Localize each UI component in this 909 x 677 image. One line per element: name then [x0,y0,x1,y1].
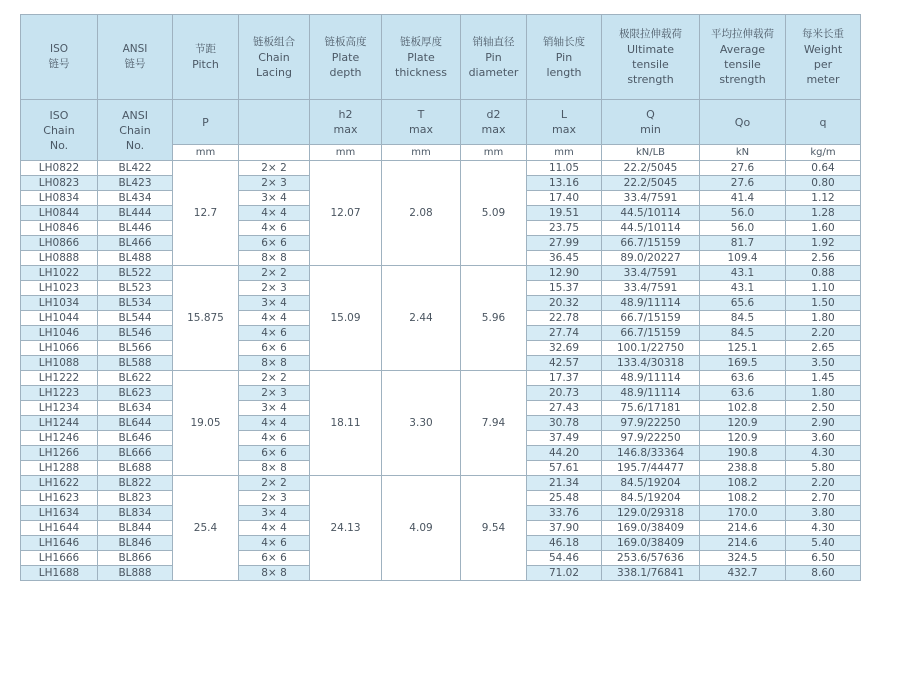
ultimate-tensile-strength: 33.4/7591 [602,281,700,296]
weight-per-meter: 2.50 [786,401,861,416]
chain-lacing: 4× 6 [239,536,310,551]
column-header-en: Pitch [192,58,219,71]
column-unit: kg/m [786,145,861,161]
column-header [527,15,602,100]
column-header-en: Plate depth [329,50,362,79]
chain-lacing: 2× 2 [239,266,310,281]
column-unit: mm [173,145,239,161]
pitch-value: 12.7 [173,161,239,266]
chain-lacing: 8× 8 [239,356,310,371]
column-header-en: Weight per meter [803,43,843,86]
ansi-chain-no: BL422 [98,161,173,176]
column-header [173,15,239,100]
column-header [21,15,98,100]
average-tensile-strength: 324.5 [700,551,786,566]
ansi-chain-no: BL666 [98,446,173,461]
pin-length: 13.16 [527,176,602,191]
weight-per-meter: 1.12 [786,191,861,206]
column-symbol: L max [527,100,602,145]
pin-diameter-value: 9.54 [461,476,527,581]
ansi-chain-no: BL844 [98,521,173,536]
chain-lacing: 4× 6 [239,326,310,341]
iso-chain-no: LH1046 [21,326,98,341]
weight-per-meter: 2.65 [786,341,861,356]
average-tensile-strength: 84.5 [700,326,786,341]
column-header [461,15,527,100]
average-tensile-strength: 84.5 [700,311,786,326]
plate-thickness-value: 2.44 [382,266,461,371]
iso-chain-no: LH0823 [21,176,98,191]
column-header-en: Average tensile strength [719,43,766,86]
chain-lacing: 8× 8 [239,461,310,476]
ansi-chain-no: BL534 [98,296,173,311]
iso-chain-no: LH1023 [21,281,98,296]
pin-length: 17.40 [527,191,602,206]
column-header [602,15,700,100]
average-tensile-strength: 65.6 [700,296,786,311]
column-header-en: Plate thickness [395,50,447,79]
plate-thickness-value: 3.30 [382,371,461,476]
chain-lacing: 6× 6 [239,236,310,251]
plate-depth-value: 12.07 [310,161,382,266]
ultimate-tensile-strength: 97.9/22250 [602,416,700,431]
iso-chain-no: LH1034 [21,296,98,311]
table-row [21,476,861,491]
average-tensile-strength: 43.1 [700,266,786,281]
pin-length: 37.90 [527,521,602,536]
iso-chain-no: LH1623 [21,491,98,506]
average-tensile-strength: 214.6 [700,536,786,551]
average-tensile-strength: 190.8 [700,446,786,461]
pin-length: 44.20 [527,446,602,461]
ansi-chain-no: BL546 [98,326,173,341]
column-unit: mm [461,145,527,161]
table-body [21,161,861,581]
pin-length: 12.90 [527,266,602,281]
ansi-chain-no: BL822 [98,476,173,491]
chain-lacing: 8× 8 [239,251,310,266]
ansi-chain-no: BL623 [98,386,173,401]
column-header [310,15,382,100]
pin-length: 15.37 [527,281,602,296]
weight-per-meter: 1.92 [786,236,861,251]
average-tensile-strength: 214.6 [700,521,786,536]
iso-chain-no: LH1634 [21,506,98,521]
weight-per-meter: 1.45 [786,371,861,386]
iso-chain-no: LH1288 [21,461,98,476]
chain-lacing: 4× 6 [239,221,310,236]
ultimate-tensile-strength: 84.5/19204 [602,476,700,491]
pin-length: 23.75 [527,221,602,236]
pin-length: 22.78 [527,311,602,326]
column-header [98,15,173,100]
chain-lacing: 4× 4 [239,311,310,326]
pin-length: 71.02 [527,566,602,581]
ultimate-tensile-strength: 97.9/22250 [602,431,700,446]
ultimate-tensile-strength: 48.9/11114 [602,296,700,311]
ultimate-tensile-strength: 22.2/5045 [602,176,700,191]
iso-chain-no: LH1022 [21,266,98,281]
column-unit [239,145,310,161]
average-tensile-strength: 63.6 [700,386,786,401]
ultimate-tensile-strength: 48.9/11114 [602,386,700,401]
column-symbol: d2 max [461,100,527,145]
iso-chain-no: LH1246 [21,431,98,446]
column-symbol [239,100,310,145]
pin-diameter-value: 5.09 [461,161,527,266]
iso-chain-no: LH1044 [21,311,98,326]
weight-per-meter: 2.20 [786,476,861,491]
chain-lacing: 4× 4 [239,206,310,221]
ansi-chain-no: BL423 [98,176,173,191]
ultimate-tensile-strength: 195.7/44477 [602,461,700,476]
weight-per-meter: 0.80 [786,176,861,191]
chain-lacing: 6× 6 [239,446,310,461]
column-symbol: h2 max [310,100,382,145]
iso-chain-no: LH1234 [21,401,98,416]
average-tensile-strength: 27.6 [700,176,786,191]
header-row-symbols [21,100,861,145]
weight-per-meter: 1.10 [786,281,861,296]
plate-depth-value: 15.09 [310,266,382,371]
average-tensile-strength: 63.6 [700,371,786,386]
weight-per-meter: 2.70 [786,491,861,506]
weight-per-meter: 5.40 [786,536,861,551]
ansi-chain-no: BL446 [98,221,173,236]
pin-diameter-value: 7.94 [461,371,527,476]
weight-per-meter: 3.80 [786,506,861,521]
chain-lacing: 2× 2 [239,161,310,176]
column-header-zh: 链板厚度 [400,35,442,48]
column-header-zh: 节距 [195,43,216,55]
average-tensile-strength: 102.8 [700,401,786,416]
ultimate-tensile-strength: 66.7/15159 [602,236,700,251]
ultimate-tensile-strength: 75.6/17181 [602,401,700,416]
average-tensile-strength: 120.9 [700,431,786,446]
ultimate-tensile-strength: 66.7/15159 [602,326,700,341]
pin-length: 25.48 [527,491,602,506]
pitch-value: 19.05 [173,371,239,476]
ansi-chain-no: BL644 [98,416,173,431]
column-header-zh: ANSI 链号 [122,43,148,70]
pin-diameter-value: 5.96 [461,266,527,371]
average-tensile-strength: 43.1 [700,281,786,296]
ansi-chain-no: BL846 [98,536,173,551]
column-symbol: ANSI Chain No. [98,100,173,161]
column-header [786,15,861,100]
weight-per-meter: 2.90 [786,416,861,431]
pin-length: 57.61 [527,461,602,476]
ansi-chain-no: BL544 [98,311,173,326]
ultimate-tensile-strength: 129.0/29318 [602,506,700,521]
iso-chain-no: LH1688 [21,566,98,581]
column-header-zh: ISO 链号 [48,43,70,70]
chain-lacing: 4× 6 [239,431,310,446]
table-row [21,161,861,176]
column-unit: mm [527,145,602,161]
ansi-chain-no: BL622 [98,371,173,386]
average-tensile-strength: 432.7 [700,566,786,581]
ultimate-tensile-strength: 338.1/76841 [602,566,700,581]
pitch-value: 15.875 [173,266,239,371]
weight-per-meter: 2.20 [786,326,861,341]
average-tensile-strength: 56.0 [700,221,786,236]
ansi-chain-no: BL646 [98,431,173,446]
ansi-chain-no: BL634 [98,401,173,416]
ansi-chain-no: BL688 [98,461,173,476]
pin-length: 46.18 [527,536,602,551]
chain-lacing: 6× 6 [239,551,310,566]
column-symbol: q [786,100,861,145]
chain-lacing: 3× 4 [239,296,310,311]
chain-lacing: 2× 3 [239,281,310,296]
weight-per-meter: 1.80 [786,311,861,326]
weight-per-meter: 0.88 [786,266,861,281]
column-symbol: Q min [602,100,700,145]
column-symbol: T max [382,100,461,145]
ansi-chain-no: BL866 [98,551,173,566]
ansi-chain-no: BL523 [98,281,173,296]
chain-spec-table [20,14,861,581]
chain-spec-table-container [20,14,860,581]
column-header [239,15,310,100]
column-unit: kN [700,145,786,161]
average-tensile-strength: 108.2 [700,491,786,506]
pin-length: 20.73 [527,386,602,401]
weight-per-meter: 3.50 [786,356,861,371]
iso-chain-no: LH1223 [21,386,98,401]
pin-length: 36.45 [527,251,602,266]
weight-per-meter: 0.64 [786,161,861,176]
chain-lacing: 4× 4 [239,416,310,431]
weight-per-meter: 3.60 [786,431,861,446]
ultimate-tensile-strength: 169.0/38409 [602,521,700,536]
ansi-chain-no: BL434 [98,191,173,206]
chain-lacing: 2× 2 [239,476,310,491]
average-tensile-strength: 27.6 [700,161,786,176]
pin-length: 42.57 [527,356,602,371]
ansi-chain-no: BL444 [98,206,173,221]
iso-chain-no: LH1644 [21,521,98,536]
ansi-chain-no: BL566 [98,341,173,356]
ansi-chain-no: BL522 [98,266,173,281]
iso-chain-no: LH0846 [21,221,98,236]
plate-depth-value: 18.11 [310,371,382,476]
column-header-en: Ultimate tensile strength [626,43,674,86]
ultimate-tensile-strength: 169.0/38409 [602,536,700,551]
average-tensile-strength: 125.1 [700,341,786,356]
chain-lacing: 3× 4 [239,191,310,206]
pin-length: 27.99 [527,236,602,251]
weight-per-meter: 1.50 [786,296,861,311]
column-header-zh: 极限拉伸载荷 [619,28,682,40]
ansi-chain-no: BL488 [98,251,173,266]
weight-per-meter: 5.80 [786,461,861,476]
pin-length: 27.74 [527,326,602,341]
iso-chain-no: LH0822 [21,161,98,176]
chain-lacing: 2× 3 [239,176,310,191]
ultimate-tensile-strength: 48.9/11114 [602,371,700,386]
iso-chain-no: LH0888 [21,251,98,266]
column-unit: kN/LB [602,145,700,161]
column-header-zh: 平均拉伸载荷 [711,28,774,40]
average-tensile-strength: 109.4 [700,251,786,266]
chain-lacing: 2× 3 [239,386,310,401]
plate-thickness-value: 2.08 [382,161,461,266]
column-symbol: P [173,100,239,145]
plate-thickness-value: 4.09 [382,476,461,581]
column-symbol: ISO Chain No. [21,100,98,161]
average-tensile-strength: 120.9 [700,416,786,431]
chain-lacing: 3× 4 [239,506,310,521]
ultimate-tensile-strength: 133.4/30318 [602,356,700,371]
header-row-names [21,15,861,100]
iso-chain-no: LH1066 [21,341,98,356]
average-tensile-strength: 81.7 [700,236,786,251]
chain-lacing: 2× 3 [239,491,310,506]
weight-per-meter: 1.60 [786,221,861,236]
column-header-zh: 销轴长度 [543,35,585,48]
column-header-en: Pin diameter [468,50,519,79]
weight-per-meter: 4.30 [786,446,861,461]
ultimate-tensile-strength: 33.4/7591 [602,266,700,281]
column-header-zh: 链板组合 [253,35,295,48]
table-row [21,371,861,386]
ultimate-tensile-strength: 44.5/10114 [602,206,700,221]
column-header-en: Pin length [546,50,582,79]
ultimate-tensile-strength: 84.5/19204 [602,491,700,506]
iso-chain-no: LH1646 [21,536,98,551]
weight-per-meter: 2.56 [786,251,861,266]
ultimate-tensile-strength: 44.5/10114 [602,221,700,236]
iso-chain-no: LH0834 [21,191,98,206]
ansi-chain-no: BL823 [98,491,173,506]
column-symbol: Qo [700,100,786,145]
average-tensile-strength: 108.2 [700,476,786,491]
ultimate-tensile-strength: 146.8/33364 [602,446,700,461]
iso-chain-no: LH1244 [21,416,98,431]
ansi-chain-no: BL588 [98,356,173,371]
iso-chain-no: LH1222 [21,371,98,386]
ultimate-tensile-strength: 100.1/22750 [602,341,700,356]
chain-lacing: 6× 6 [239,341,310,356]
pin-length: 37.49 [527,431,602,446]
average-tensile-strength: 170.0 [700,506,786,521]
average-tensile-strength: 56.0 [700,206,786,221]
weight-per-meter: 6.50 [786,551,861,566]
ansi-chain-no: BL466 [98,236,173,251]
pitch-value: 25.4 [173,476,239,581]
iso-chain-no: LH0844 [21,206,98,221]
pin-length: 30.78 [527,416,602,431]
column-header-zh: 销轴直径 [472,35,515,48]
pin-length: 17.37 [527,371,602,386]
column-unit: mm [382,145,461,161]
ansi-chain-no: BL834 [98,506,173,521]
ultimate-tensile-strength: 22.2/5045 [602,161,700,176]
iso-chain-no: LH0866 [21,236,98,251]
plate-depth-value: 24.13 [310,476,382,581]
ansi-chain-no: BL888 [98,566,173,581]
ultimate-tensile-strength: 33.4/7591 [602,191,700,206]
column-header [382,15,461,100]
pin-length: 21.34 [527,476,602,491]
pin-length: 33.76 [527,506,602,521]
weight-per-meter: 1.28 [786,206,861,221]
ultimate-tensile-strength: 66.7/15159 [602,311,700,326]
iso-chain-no: LH1666 [21,551,98,566]
ultimate-tensile-strength: 253.6/57636 [602,551,700,566]
pin-length: 11.05 [527,161,602,176]
pin-length: 20.32 [527,296,602,311]
column-unit: mm [310,145,382,161]
iso-chain-no: LH1266 [21,446,98,461]
column-header-zh: 链板高度 [324,35,367,48]
pin-length: 19.51 [527,206,602,221]
chain-lacing: 2× 2 [239,371,310,386]
weight-per-meter: 1.80 [786,386,861,401]
pin-length: 54.46 [527,551,602,566]
weight-per-meter: 4.30 [786,521,861,536]
chain-lacing: 4× 4 [239,521,310,536]
column-header [700,15,786,100]
column-header-zh: 每米长重 [802,28,844,40]
iso-chain-no: LH1622 [21,476,98,491]
table-row [21,266,861,281]
pin-length: 32.69 [527,341,602,356]
ultimate-tensile-strength: 89.0/20227 [602,251,700,266]
chain-lacing: 8× 8 [239,566,310,581]
weight-per-meter: 8.60 [786,566,861,581]
average-tensile-strength: 169.5 [700,356,786,371]
iso-chain-no: LH1088 [21,356,98,371]
average-tensile-strength: 41.4 [700,191,786,206]
column-header-en: Chain Lacing [256,50,292,79]
average-tensile-strength: 238.8 [700,461,786,476]
chain-lacing: 3× 4 [239,401,310,416]
pin-length: 27.43 [527,401,602,416]
